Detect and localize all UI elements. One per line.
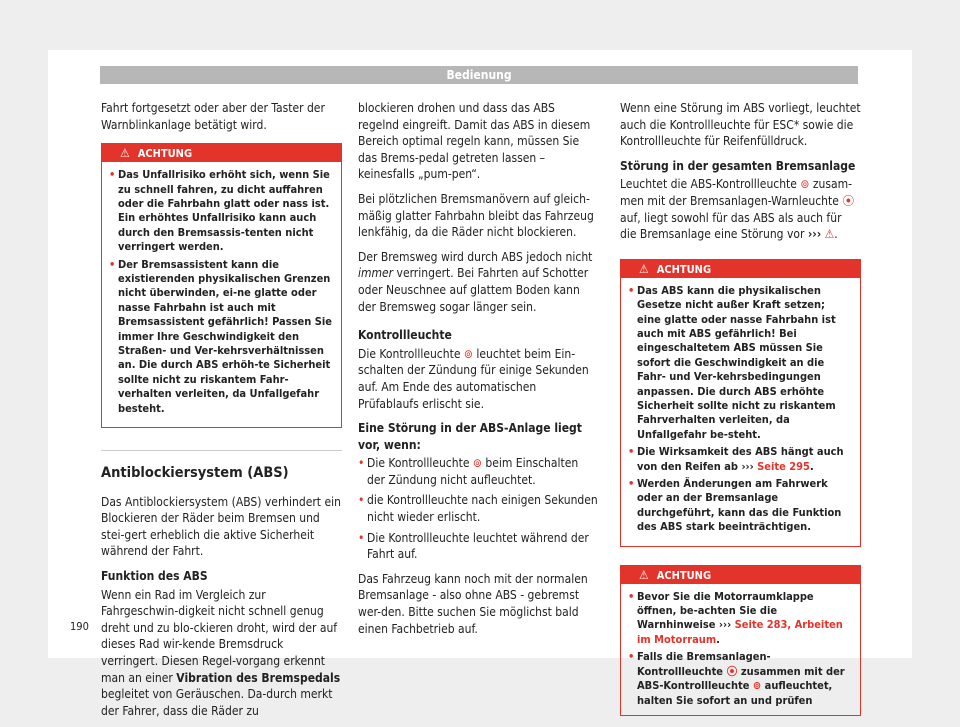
paragraph: Die Kontrollleuchte ⊚ leuchtet beim Ein-schalten der Zündung für einige Sekunden auf. Am Ende des automatischen Prüfablaufs erlischt sie. bbox=[358, 346, 589, 411]
list-item: • Die Kontrollleuchte ⊚ beim Einschalten der Zündung nicht aufleuchtet. bbox=[358, 455, 599, 488]
warning-box bbox=[101, 143, 342, 428]
section-title: Antiblockiersystem (ABS) bbox=[101, 465, 289, 482]
warning-header: ⚠ ACHTUNG bbox=[621, 566, 860, 584]
brake-warning-light-icon: ⦿ bbox=[842, 193, 855, 208]
subheading: Störung in der gesamten Bremsanlage bbox=[620, 158, 856, 173]
paragraph: Der Bremsweg wird durch ABS jedoch nicht immer verringert. Bei Fahrten auf Schotter oder Neuschnee auf glattem Boden kann der Bremsweg sogar länger sein. bbox=[358, 249, 593, 314]
warning-body bbox=[102, 162, 341, 427]
warning-triangle-icon: ⚠ bbox=[824, 227, 835, 242]
warning-triangle-icon: ⚠ bbox=[120, 146, 130, 161]
paragraph: Das Fahrzeug kann noch mit der normalen Bremsanlage - also ohne ABS - gebremst wer-den. Bitte suchen Sie möglichst bald einen Fachbetrieb auf. bbox=[358, 571, 588, 636]
list-item: • die Kontrollleuchte nach einigen Sekunden nicht wieder erlischt. bbox=[358, 492, 599, 525]
warning-item: • Bevor Sie die Motorraumklappe öffnen, be-achten Sie die Warnhinweise ››› Seite 283, Arbeiten im Motorraum. bbox=[628, 590, 852, 648]
subheading: Funktion des ABS bbox=[101, 569, 208, 584]
warning-body bbox=[621, 584, 860, 715]
warning-item: • Der Bremsassistent kann die existierenden physikalischen Grenzen nicht überwinden, ei-ne glatte oder nasse Fahrbahn ist auch mit Bremsassistent gefährlich! Passen Sie immer Ihre Geschwindigkeit den Straßen- und Ver-kehrsverhältnissen an. Die durch ABS erhöh-te Sicherheit sollte nicht zu riskantem Fahr-verhalten verleiten, da Unfallgefahr besteht. bbox=[109, 258, 333, 416]
abs-warning-light-icon: ⊚ bbox=[752, 679, 762, 693]
paragraph: Wenn ein Rad im Vergleich zur Fahrgeschwin-digkeit nicht schnell genug dreht und zu blo-ckieren droht, wird der auf dieses Rad wir-kende Bremsdruck verringert. Diesen Regel-vorgang erkennt man an einer Vibration des Bremspedals begleitet von Geräuschen. Da-durch merkt der Fahrer, dass die Räder zu bbox=[101, 587, 341, 718]
brake-warning-light-icon: ⦿ bbox=[726, 664, 738, 678]
paragraph: Wenn eine Störung im ABS vorliegt, leuchtet auch die Kontrollleuchte für ESC* sowie die Kontrollleuchte für Reifenfülldruck. bbox=[620, 101, 861, 149]
warning-box bbox=[620, 259, 861, 547]
warning-box bbox=[620, 565, 861, 716]
paragraph: Das Antiblockiersystem (ABS) verhindert ein Blockieren der Räder beim Bremsen und stei-gert erheblich die aktive Sicherheit während der Fahrt. bbox=[101, 494, 341, 559]
warning-item: • Die Wirksamkeit des ABS hängt auch von den Reifen ab ››› Seite 295. bbox=[628, 445, 852, 474]
page-header: Bedienung bbox=[100, 66, 858, 84]
page-link[interactable]: Seite 283, Arbeiten im Motorraum bbox=[637, 618, 843, 646]
page-link[interactable]: Seite 295 bbox=[757, 459, 810, 473]
warning-body bbox=[621, 278, 860, 546]
warning-item: • Falls die Bremsanlagen-Kontrollleuchte ⦿ zusammen mit der ABS-Kontrollleuchte ⊚ aufleuchtet, halten Sie sofort an und prüfen bbox=[628, 650, 852, 708]
column-2 bbox=[358, 100, 599, 645]
page-number: 190 bbox=[70, 620, 89, 633]
abs-warning-light-icon: ⊚ bbox=[800, 177, 810, 192]
paragraph: Bei plötzlichen Bremsmanövern auf gleich-mäßig glatter Fahrbahn bleibt das Fahrzeug lenkfähig, da die Räder nicht blockieren. bbox=[358, 191, 594, 240]
subheading: Kontrollleuchte bbox=[358, 328, 452, 343]
abs-warning-light-icon: ⊚ bbox=[463, 346, 473, 361]
column-1 bbox=[101, 100, 342, 727]
warning-item: • Das ABS kann die physikalischen Gesetze nicht außer Kraft setzen; eine glatte oder nasse Fahrbahn ist auch mit ABS gefährlich! Bei eingeschaltetem ABS müssen Sie sofort die Geschwindigkeit an die Fahr- und Ver-kehrsbedingungen anpassen. Die durch ABS erhöhte Sicherheit sollte nicht zu riskantem Fahrverhalten verleiten, da Unfallgefahr be-steht. bbox=[628, 284, 852, 442]
paragraph: Leuchtet die ABS-Kontrollleuchte ⊚ zusam-men mit der Bremsanlagen-Warnleuchte ⦿ auf, liegt sowohl für das ABS als auch für die Bremsanlage eine Störung vor ››› ⚠. bbox=[620, 177, 855, 242]
warning-item: • Das Unfallrisiko erhöht sich, wenn Sie zu schnell fahren, zu dicht auffahren oder die Fahrbahn glatt oder nass ist. Ein erhöhtes Unfallrisiko kann auch durch den Bremsassis-tenten nicht verringert werden. bbox=[109, 168, 333, 254]
list-item: • Die Kontrollleuchte leuchtet während der Fahrt auf. bbox=[358, 530, 599, 563]
abs-warning-light-icon: ⊚ bbox=[472, 456, 482, 471]
warning-triangle-icon: ⚠ bbox=[639, 261, 649, 276]
subheading: Eine Störung in der ABS-Anlage liegt vor, wenn: bbox=[358, 421, 582, 452]
intro-text: Fahrt fortgesetzt oder aber der Taster der Warnblinkanlage betätigt wird. bbox=[101, 101, 325, 132]
paragraph: blockieren drohen und dass das ABS regelnd eingreift. Damit das ABS in diesem Bereich optimal regeln kann, müssen Sie das Brems-pedal getreten lassen – keinesfalls „pum-pen“. bbox=[358, 101, 591, 182]
warning-item: • Werden Änderungen am Fahrwerk oder an der Bremsanlage durchgeführt, kann das die Funktion des ABS stark beeinträchtigen. bbox=[628, 477, 852, 535]
column-3 bbox=[620, 100, 861, 716]
warning-header: ⚠ ACHTUNG bbox=[102, 144, 341, 162]
warning-triangle-icon: ⚠ bbox=[639, 567, 649, 582]
section-divider bbox=[101, 450, 342, 451]
manual-page bbox=[48, 50, 912, 718]
warning-header: ⚠ ACHTUNG bbox=[621, 260, 860, 278]
